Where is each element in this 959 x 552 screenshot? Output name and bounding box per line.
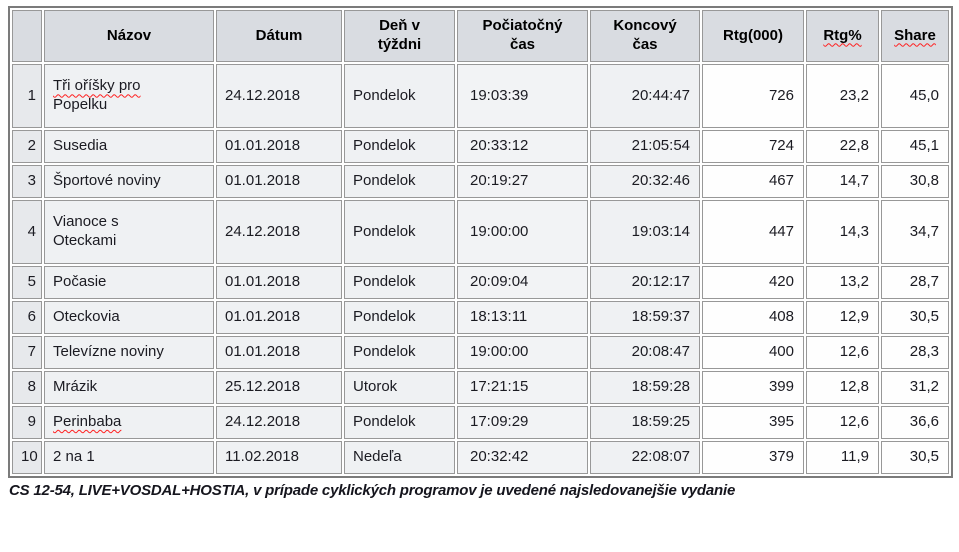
rtg-thousands-cell: 408 (702, 301, 804, 334)
cell-text-line: Koncový (613, 17, 677, 35)
cell-text-line: Počasie (53, 273, 107, 291)
cell-text-line: Share (894, 26, 936, 44)
column-header-share (881, 10, 949, 62)
table-row (12, 371, 949, 404)
rtg-thousands-cell: 420 (702, 266, 804, 299)
cell-text-line: Deň v (379, 17, 420, 35)
cell-text-line: Televízne noviny (53, 343, 164, 361)
share-cell: 45,0 (881, 64, 949, 128)
rank-cell: 9 (12, 406, 42, 439)
rtg-percent-cell: 11,9 (806, 441, 879, 474)
cell-text-line: Oteckami (53, 232, 117, 249)
start-time-cell: 20:09:04 (457, 266, 588, 299)
table-row (12, 130, 949, 163)
program-name-cell (44, 64, 214, 128)
share-cell: 31,2 (881, 371, 949, 404)
methodology-footnote: CS 12-54, LIVE+VOSDAL+HOSTIA, v prípade cyklických programov je uvedené najsledovanejšie vydanie (9, 482, 736, 499)
column-header-pociatocny (457, 10, 588, 62)
date-cell: 01.01.2018 (216, 165, 342, 198)
rank-cell: 3 (12, 165, 42, 198)
table-row (12, 266, 949, 299)
date-cell: 11.02.2018 (216, 441, 342, 474)
rtg-thousands-cell: 447 (702, 200, 804, 264)
end-time-cell: 20:12:17 (590, 266, 700, 299)
column-header-datum (216, 10, 342, 62)
program-name-cell (44, 441, 214, 474)
share-cell: 36,6 (881, 406, 949, 439)
weekday-cell: Nedeľa (344, 441, 455, 474)
rtg-percent-cell: 12,9 (806, 301, 879, 334)
program-name-cell (44, 336, 214, 369)
cell-text-line: Rtg(000) (722, 26, 783, 44)
rtg-thousands-cell: 467 (702, 165, 804, 198)
end-time-cell: 18:59:37 (590, 301, 700, 334)
end-time-cell: 20:08:47 (590, 336, 700, 369)
rtg-percent-cell: 12,8 (806, 371, 879, 404)
program-name-cell (44, 301, 214, 334)
start-time-cell: 17:21:15 (457, 371, 588, 404)
share-cell: 45,1 (881, 130, 949, 163)
cell-text-line: Športové noviny (53, 172, 161, 190)
rtg-thousands-cell: 379 (702, 441, 804, 474)
rtg-thousands-cell: 724 (702, 130, 804, 163)
end-time-cell: 20:44:47 (590, 64, 700, 128)
column-header-rtg000 (702, 10, 804, 62)
weekday-cell: Pondelok (344, 165, 455, 198)
cell-text-line: Dátum (255, 26, 303, 44)
table-body (12, 64, 949, 474)
date-cell: 24.12.2018 (216, 406, 342, 439)
cell-text-line: Počiatočný (482, 17, 563, 35)
program-name-cell (44, 266, 214, 299)
rtg-thousands-cell: 399 (702, 371, 804, 404)
rtg-percent-cell: 14,3 (806, 200, 879, 264)
date-cell: 24.12.2018 (216, 64, 342, 128)
program-name-cell (44, 371, 214, 404)
rtg-percent-cell: 12,6 (806, 336, 879, 369)
date-cell: 01.01.2018 (216, 266, 342, 299)
share-cell: 34,7 (881, 200, 949, 264)
date-cell: 01.01.2018 (216, 301, 342, 334)
cell-text-line: Tři oříšky pro (53, 77, 141, 95)
tv-ratings-table (8, 6, 953, 478)
start-time-cell: 20:19:27 (457, 165, 588, 198)
rtg-thousands-cell: 726 (702, 64, 804, 128)
table-row (12, 336, 949, 369)
start-time-cell: 19:00:00 (457, 336, 588, 369)
end-time-cell: 20:32:46 (590, 165, 700, 198)
program-name-cell (44, 165, 214, 198)
table-row (12, 200, 949, 264)
rank-cell: 4 (12, 200, 42, 264)
rtg-percent-cell: 13,2 (806, 266, 879, 299)
rank-cell: 10 (12, 441, 42, 474)
rtg-thousands-cell: 400 (702, 336, 804, 369)
rank-cell: 6 (12, 301, 42, 334)
rtg-percent-cell: 23,2 (806, 64, 879, 128)
column-header-koncovy (590, 10, 700, 62)
cell-text-line: Oteckovia (53, 308, 120, 326)
cell-text-line: Mrázik (53, 378, 98, 396)
cell-text-line: Rtg% (823, 26, 862, 44)
table-row (12, 64, 949, 128)
weekday-cell: Pondelok (344, 336, 455, 369)
column-header-rtgpct (806, 10, 879, 62)
end-time-cell: 21:05:54 (590, 130, 700, 163)
rtg-percent-cell: 12,6 (806, 406, 879, 439)
table-header (12, 10, 949, 62)
cell-text-line: Susedia (53, 137, 108, 155)
table-row (12, 406, 949, 439)
share-cell: 28,3 (881, 336, 949, 369)
share-cell: 30,5 (881, 441, 949, 474)
weekday-cell: Pondelok (344, 301, 455, 334)
start-time-cell: 19:00:00 (457, 200, 588, 264)
rtg-percent-cell: 14,7 (806, 165, 879, 198)
program-name-cell (44, 406, 214, 439)
end-time-cell: 18:59:28 (590, 371, 700, 404)
start-time-cell: 20:32:42 (457, 441, 588, 474)
date-cell: 01.01.2018 (216, 336, 342, 369)
program-name-cell (44, 130, 214, 163)
rtg-percent-cell: 22,8 (806, 130, 879, 163)
date-cell: 24.12.2018 (216, 200, 342, 264)
header-row (12, 10, 949, 62)
rank-cell: 7 (12, 336, 42, 369)
cell-text-line: Názov (106, 26, 152, 44)
start-time-cell: 17:09:29 (457, 406, 588, 439)
cell-text-line: týždni (377, 36, 422, 53)
date-cell: 01.01.2018 (216, 130, 342, 163)
rank-cell: 2 (12, 130, 42, 163)
cell-text-line: Vianoce s (53, 213, 119, 231)
weekday-cell: Pondelok (344, 200, 455, 264)
column-header-nazov (44, 10, 214, 62)
weekday-cell: Utorok (344, 371, 455, 404)
end-time-cell: 22:08:07 (590, 441, 700, 474)
cell-text-line: 2 na 1 (53, 448, 95, 466)
share-cell: 30,8 (881, 165, 949, 198)
rank-cell: 8 (12, 371, 42, 404)
end-time-cell: 18:59:25 (590, 406, 700, 439)
weekday-cell: Pondelok (344, 266, 455, 299)
start-time-cell: 19:03:39 (457, 64, 588, 128)
end-time-cell: 19:03:14 (590, 200, 700, 264)
table-row (12, 165, 949, 198)
start-time-cell: 20:33:12 (457, 130, 588, 163)
cell-text-line: Popelku (53, 96, 108, 113)
column-header-rank (12, 10, 42, 62)
share-cell: 30,5 (881, 301, 949, 334)
table-row (12, 441, 949, 474)
weekday-cell: Pondelok (344, 406, 455, 439)
rtg-thousands-cell: 395 (702, 406, 804, 439)
cell-text-line: Perinbaba (53, 413, 122, 431)
weekday-cell: Pondelok (344, 64, 455, 128)
program-name-cell (44, 200, 214, 264)
column-header-den (344, 10, 455, 62)
share-cell: 28,7 (881, 266, 949, 299)
start-time-cell: 18:13:11 (457, 301, 588, 334)
date-cell: 25.12.2018 (216, 371, 342, 404)
weekday-cell: Pondelok (344, 130, 455, 163)
rank-cell: 5 (12, 266, 42, 299)
table-row (12, 301, 949, 334)
cell-text-line: čas (509, 36, 536, 53)
rank-cell: 1 (12, 64, 42, 128)
cell-text-line: čas (632, 36, 658, 53)
